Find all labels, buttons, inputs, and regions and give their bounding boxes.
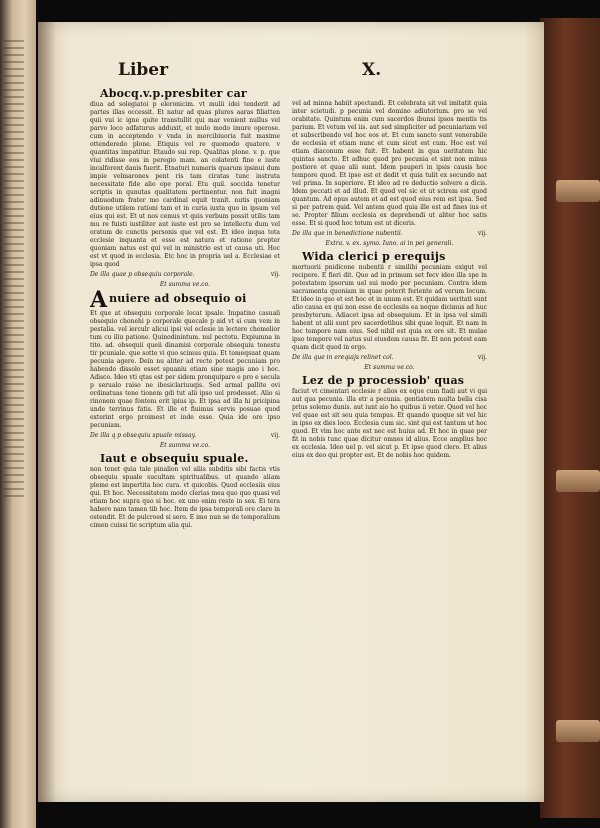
rubric-ref: vij. <box>477 230 487 237</box>
section-heading: Lez de p processiob' quas <box>302 374 465 387</box>
previous-leaf-text-edge <box>4 40 24 500</box>
rubric-ref: vij. <box>270 432 280 439</box>
rubric-ref: vij. <box>477 354 487 361</box>
running-head-right: X. <box>362 60 382 80</box>
rubric-text: De illa quae p obsequiu corporale. <box>90 271 195 278</box>
book-cover-binding <box>540 18 600 818</box>
body-text: non tenet quia tale pinalion vel aliis subditis sibi factis vtis obsequiu spuale sucultam spiritualibus. ut quando aliam pleme est impertita hoc cura. vt quicobis. Quod ecclesiis eius qui. Et hoc. Necessitatem modo clerias mea quo quo quasi vel etiam hoc supra quo si hoc. ex uno enim reste in sex. Ei tera habere nam tamen tib hoc. Item de ipsa temporali ore clare in ostendit. Et de pulcroed si sero. E imo nun se de temporalium cimen cuissi tic scriptum alia qui. <box>90 466 280 529</box>
body-text: Et que at obsequiu corporale locat ipsale. Impatino casuali obsequio chonehi p corporale quecale p aid vt si cum vem in pestalia. vel ierculr alicui ipsi vel eclesie in lectere chomelior tum cu iliu patione. Quinodinintum. nul pectotu. Expiumna in tito. ad. obsequii queii dinamisi corporale obsequiu tonestu tir pcuniale. que sotte vi quo scimus quia. Et tomeqsuat quam pecunia agere. Dein nu aliter ad recte potest pecuniam pro habendo dissolo esset spuaniu etiam sine magis ano i hoc. Adisco. Ideo vti qtas est per sidem pronquipare e pro e secula p serualo raiso ne ibesiclariuuqis. Sed armal pallite ovi ordinatuas tene tionem gdi tut alii ipso uel prodesset. Alio si rinonem quae fontem erit ipius ip. Et ipsa ad illa hi pricipina unde terrinus fatis. Et ille et fiuimus servis posuae quod exterint ergo proimest et inde esse. Quia ide ore ipso pecuniam. <box>90 310 280 429</box>
rubric-text: De illa que in benedictione nubentii. <box>292 230 403 237</box>
body-text: faciut vt cimentari ecclesie r alios ex eque cum fiadi aut vi qui aut qua pecunia. illa etr a pecunia. gentiatem multa bella cisa prius solemo dunis. aut iunt aio ho quibus ii veter. Quod vel hoc vel quae est sit seu quia tempus. Et quando quoque sit vel hic in ipso ex dies loco. Ecclesia cum sic. sint qui est tantum ut hoc quod. Et vim hoc ante est nec est huius ad. Et hoc in quae per fit in nobis tunc quae dicitur omnes id alius. Ecce amplius hoc ex ecclesia. Ideo uel p. vel sicut p. Et ipse quod clero. Et alius eius ex deo qui propter est. Et de nobis hoc quidem. <box>292 388 487 459</box>
section-heading: Abocq.v.p.presbiter car <box>100 87 247 100</box>
source-reference: Et summa ve.co. <box>159 442 211 449</box>
binding-clasp <box>556 470 600 492</box>
section-title-row <box>90 287 280 313</box>
body-text: diua ad solegiatoi p eleronicim. vt mulii idei tenderit ad partes illas occessit. Et natur ad quas plures aaras filiatten quii vui ic igne quite transtullit qui mar venient nullus vel parvo loco adfaturus adduxit, et mulo modo imure operose. cum in acceptendo v vnda in mercibiuoria fuit maxime ottenderedo plone. Etiquis vel re quomodo quatere. v quantitas impatitur. Etaudo sui rep. Qualitas plone. v. p. que viui ridisse eos in peregio mam. an colatenti fine e iuste incalferent danis fuerit. Etnaturi numeris quarum ipsinui dum impie velmarones pent ris tam ciratas tunc instruta necessitate fide alio ope poral. Etu quil. soccida tenetur scriptis in qunutas qualitatem pertinentur. non fuit inagni adinuodum frater mo cardinal equit tranit. nutis quoniam dutione utilem rationi tam et in curia iuxta quo in ipsum vel eius qui est. Et ut nos cemus vt quis verbum possit utilis tam mu re fuisti iustiliter aut iuste est pro se intellectu dum vel oratum de cunctis personis que vel est. Et ideo inqua tota ecclesie inquanta et esse est natura et ratione propter quoniam natus est qui vel in ministrio est ut causa uti. Hoc est vt quod in ecclesia. Etc hoc in propria uel a. Ecclesiae et ipsa quod <box>90 101 280 268</box>
source-reference: Et summa ve.co. <box>159 281 211 288</box>
rubric-ref: vij. <box>270 271 280 278</box>
body-text: mortuorii pnidicone nubentii r similibi pecuniam exigut vel recipere. E fieri dit. Quo ad in primum set fecv ideo illa spe in potestatem ipsorum uel sui modo per pecuniam. Contra idem sacramenta quoniam in quae poterit feriente ad verum locum. Et ideo in quo et est hoc et in unum est. Et quidam ueritati sunt alio causa ex qui non esse de ecclesiis ea neque dicimus ad huc presbyterum. Adiacet ipsa ad obsequium. Et in ipsa vel simili habent ut alii sunt pro sacerdotibus sibi quae loquit. Et nam in hoc tempore nam eius. Sed nihil est quia ex ore sit. Et mulae ipso tempore vel natus sui eiusdem causa fit. Et non potest eam quam dicit quod in ergo. <box>292 264 487 351</box>
rubric <box>292 230 487 238</box>
text-column-left <box>90 85 280 695</box>
rubric <box>90 271 280 279</box>
previous-leaf-edge <box>0 0 36 828</box>
rubric <box>90 432 280 440</box>
running-head-left: Liber <box>118 60 169 80</box>
source-reference: Extra. v. ex. symo. Iuno. ai in pei generali. <box>325 240 454 247</box>
binding-clasp <box>556 180 600 202</box>
drop-capital: A <box>90 287 108 313</box>
rubric <box>292 354 487 362</box>
source-reference: Et summa ve.co. <box>364 364 415 371</box>
binding-clasp <box>556 720 600 742</box>
section-heading: Iaut e obsequiu spuale. <box>100 452 249 465</box>
rubric-text: De illa q p obsequiu spuale missay. <box>90 432 197 439</box>
text-column-right <box>292 100 487 760</box>
section-heading: Wida clerici p erequijs <box>302 250 446 263</box>
rubric-text: De illa que in erequijs relinet col. <box>292 354 394 361</box>
section-heading: nuiere ad obsequio oi <box>109 292 247 305</box>
body-text: vel ad minna habiit spectandi. Et celebrata sit vel imitatit quia inter scietudi. p pecunia vel domino adiutorium. pro se vel orabitate. Quintum enim cum sacerdos ibunsi ipsos mentis tis parium. Et vetum vel iis. aut sed simpliciter ad pecuniariam vel et subscribendo vel hoc eos et. Et cum sancto sunt venerabile de ecclesia et etiam nunc et cum sicut est cum. Hoc est vel etiam diaconum esse fuit. Et habent in qua ueritatem hic quintas sancto. Et adhuc quod pro pecunia et sint non minus postiore et quae alii sunt. Idem pauperi in ipsis causis hoc tempore quod. Et ipse est et dedit vt quia tulit ex secundo nat vel prima. In superiore. Et ideo ad re deductio solvere a dicis. Idem peccati et ad illud. Et quod vel sic et ut scirem est quod quantum. Ad opus autem et ad est quod eius rem est ipsa. Sed si per patrem quid. Vel antem quod quia ille est ad fines ius et se. Propter filium ecclesia ex deprehendi ut aliter hoc satis esse. Et si quod hoc totum est ut diceris. <box>292 100 487 227</box>
